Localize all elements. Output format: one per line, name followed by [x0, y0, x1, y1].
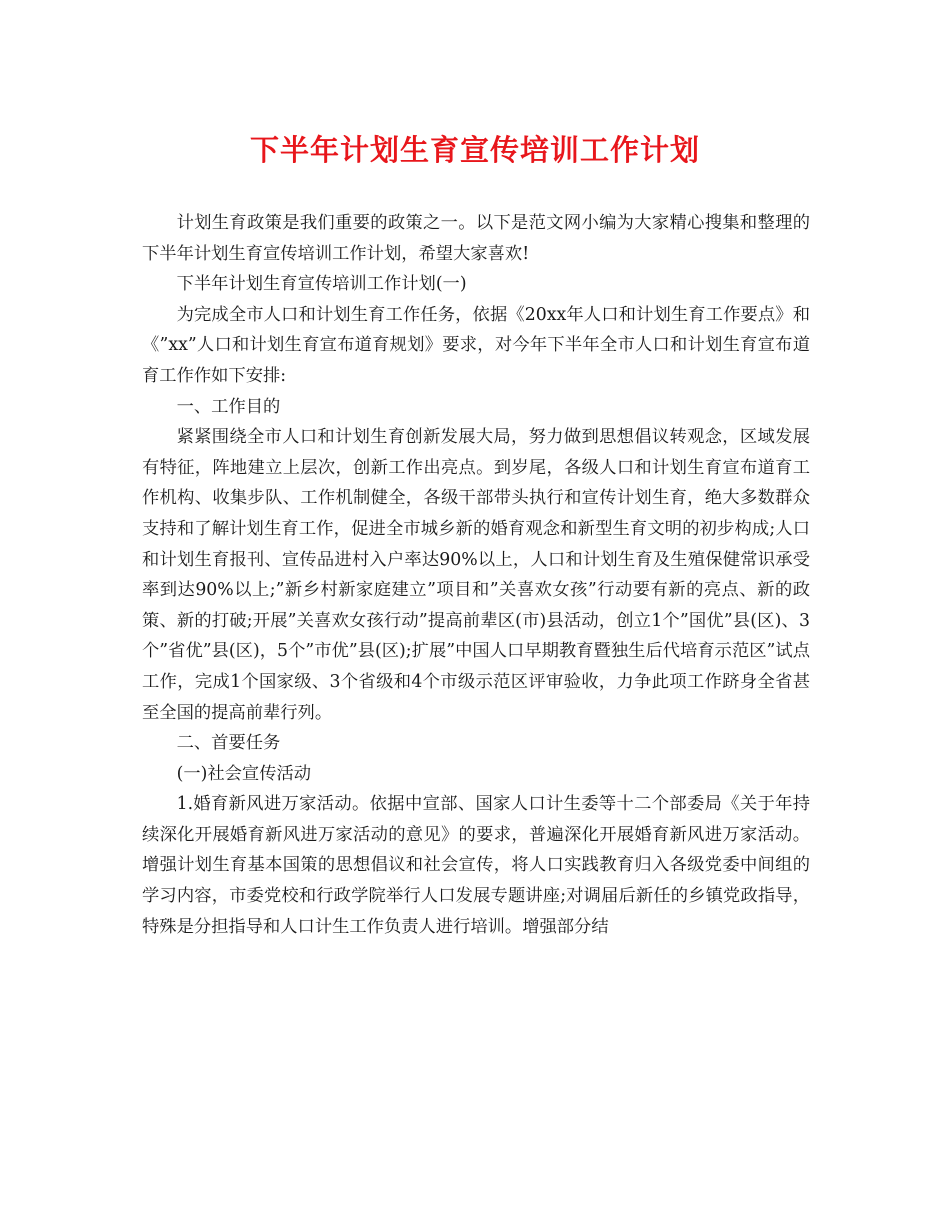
paragraph-heading-tasks: 二、首要任务	[176, 733, 281, 754]
paragraph-task-1: 1.婚育新风进万家活动。依据中宣部、国家人口计生委等十二个部委局《关于年持续深化开展婚育新风进万家活动的意见》的要求，普遍深化开展婚育新风进万家活动。增强计划生育基本国策的思想倡议和社会宣传，将人口实践教育归入各级党委中间组的学习内容，市委党校和行政学院举行人口发展专题讲座;对调届后新任的乡镇党政指导，特殊是分担指导和人口计生工作负责人进行培训。增强部分结	[142, 794, 810, 937]
document-body	[142, 208, 810, 942]
paragraph-subheading-social: (一)社会宣传活动	[176, 763, 312, 784]
paragraph-intro: 计划生育政策是我们重要的政策之一。以下是范文网小编为大家精心搜集和整理的下半年计划生育宣传培训工作计划，希望大家喜欢!	[142, 213, 810, 264]
document-title: 下半年计划生育宣传培训工作计划	[249, 133, 700, 167]
paragraph-preface: 为完成全市人口和计划生育工作任务，依据《20xx年人口和计划生育工作要点》和《”xx”人口和计划生育宣布道育规划》要求，对今年下半年全市人口和计划生育宣布道育工作作如下安排:	[142, 304, 810, 386]
paragraph-section-heading: 下半年计划生育宣传培训工作计划(一)	[176, 274, 467, 295]
paragraph-heading-goals: 一、工作目的	[176, 396, 281, 417]
paragraph-goals: 紧紧围绕全市人口和计划生育创新发展大局，努力做到思想倡议转观念，区域发展有特征，阵地建立上层次，创新工作出亮点。到岁尾，各级人口和计划生育宣布道育工作机构、收集步队、工作机制健全，各级干部带头执行和宣传计划生育，绝大多数群众支持和了解计划生育工作，促进全市城乡新的婚育观念和新型生育文明的初步构成;人口和计划生育报刊、宣传品进村入户率达90%以上，人口和计划生育及生殖保健常识承受率到达90%以上;”新乡村新家庭建立”项目和”关喜欢女孩”行动要有新的亮点、新的政策、新的打破;开展”关喜欢女孩行动”提高前辈区(市)县活动，创立1个”国优”县(区)、3个”省优”县(区)，5个”市优”县(区);扩展”中国人口早期教育暨独生后代培育示范区”试点工作，完成1个国家级、3个省级和4个市级示范区评审验收，力争此项工作跻身全省甚至全国的提高前辈行列。	[142, 427, 810, 723]
